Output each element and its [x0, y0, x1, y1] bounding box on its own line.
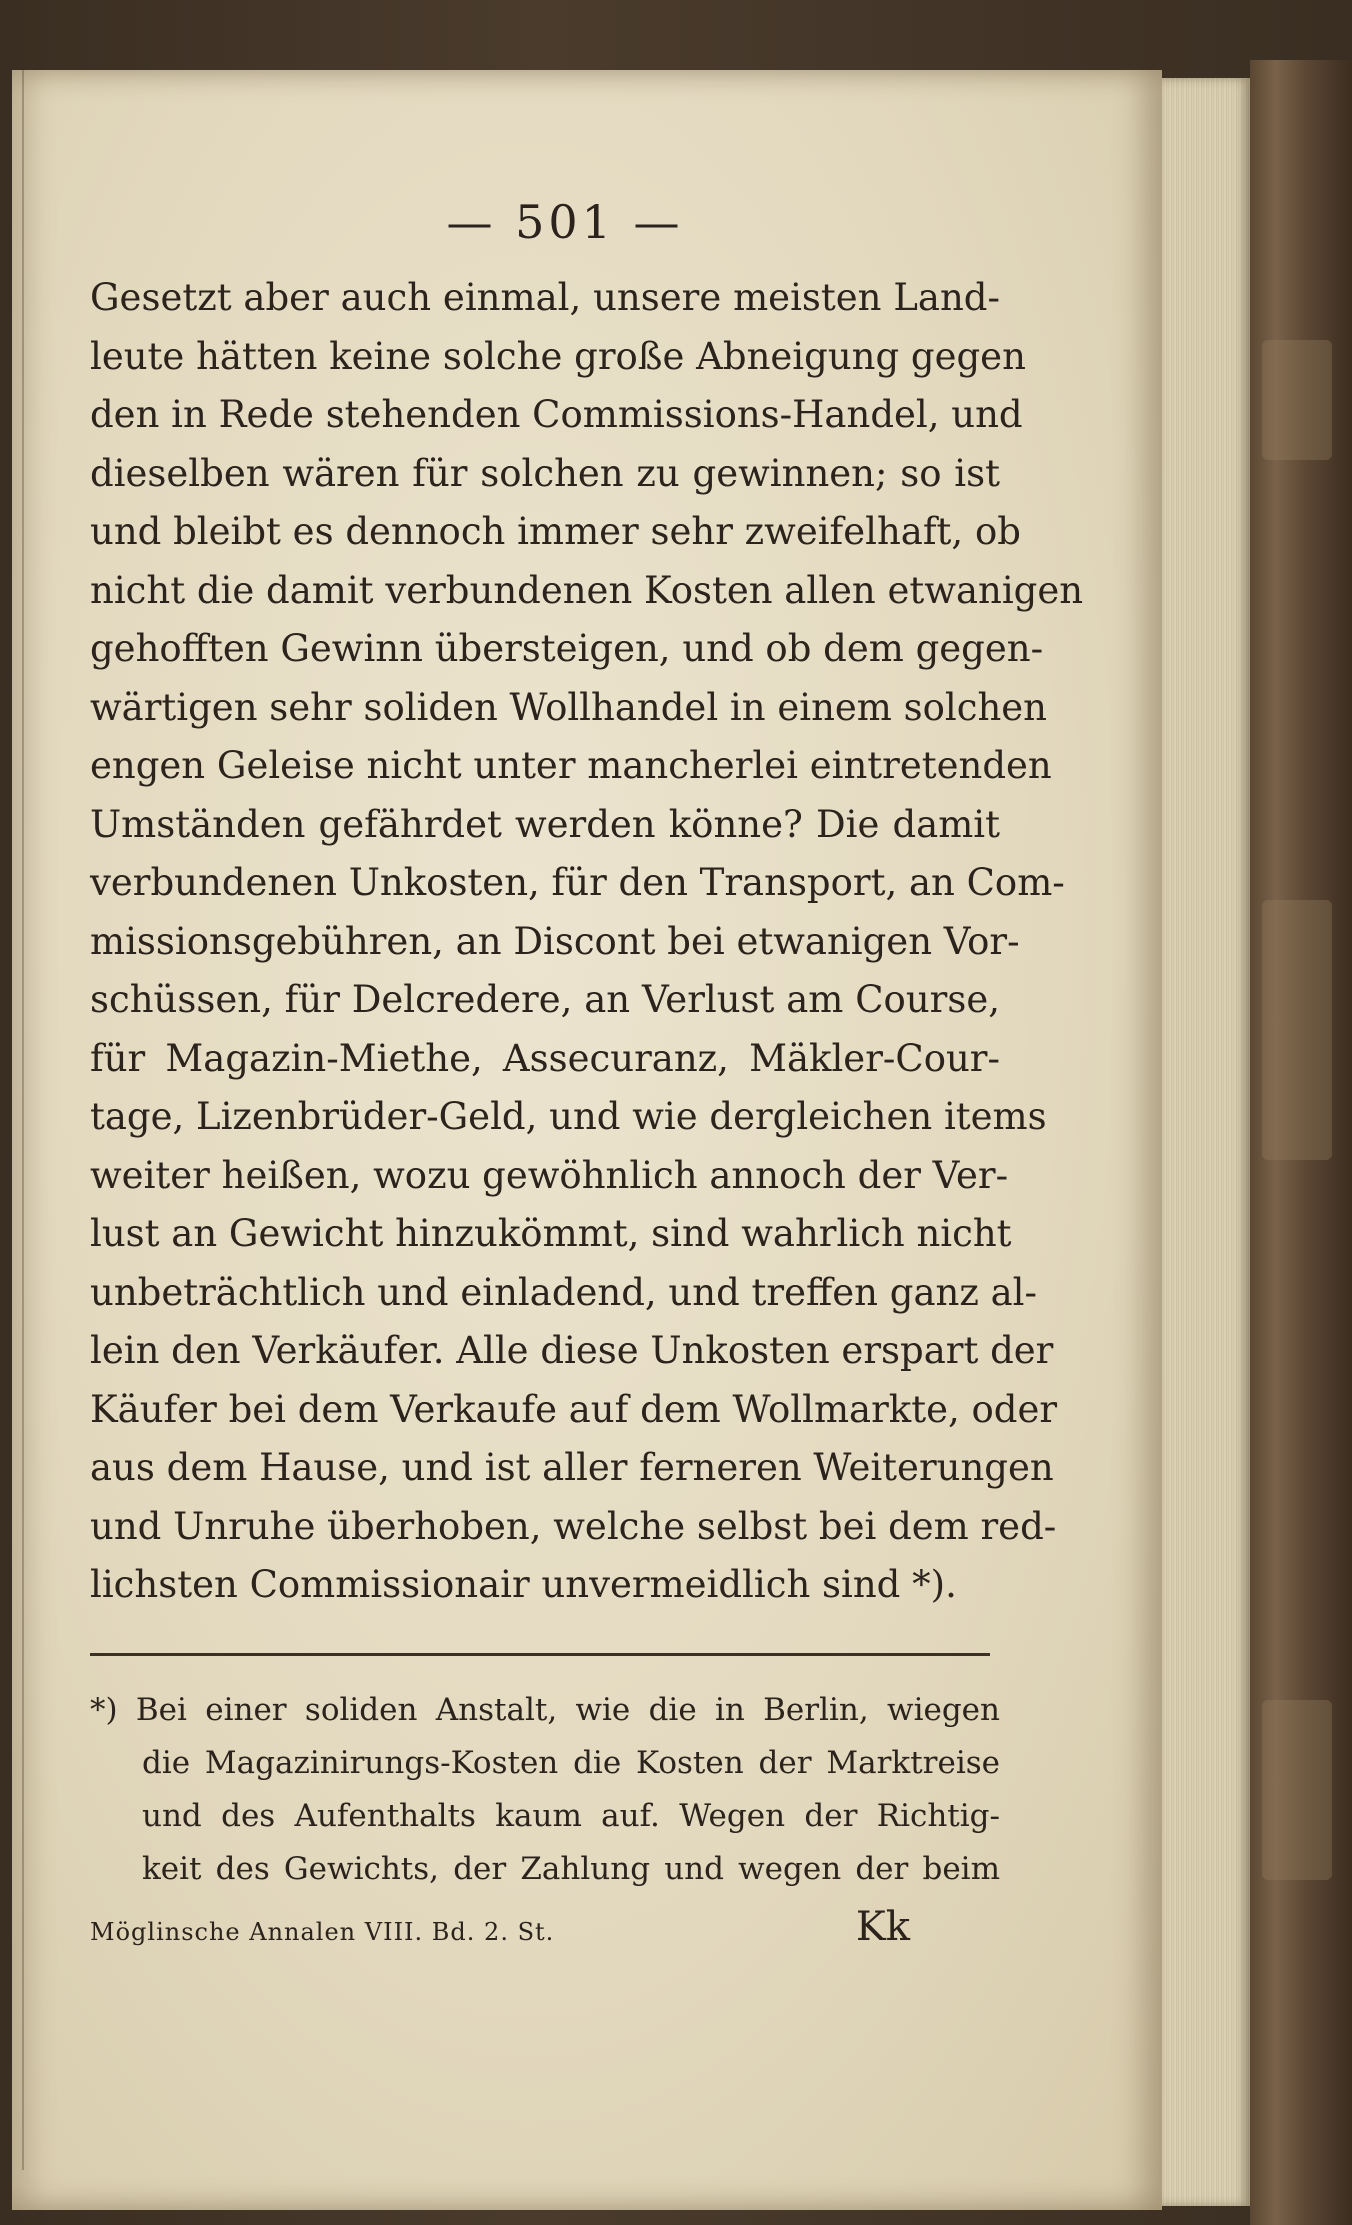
page-number-heading: — 501 —: [446, 195, 684, 249]
text-line: und bleibt es dennoch immer sehr zweifelhaft, ob: [90, 510, 1021, 553]
page-edges: [1162, 78, 1250, 2206]
footnote-line: keit des Gewichts, der Zahlung und wegen der beim: [142, 1850, 1000, 1887]
text-line: dieselben wären für solchen zu gewinnen; so ist: [90, 451, 1000, 495]
text-line: lust an Gewicht hinzukömmt, sind wahrlich nicht: [90, 1212, 1012, 1255]
body-paragraph: [90, 269, 1084, 1615]
text-line: schüssen, für Delcredere, an Verlust am Course,: [90, 978, 1000, 1021]
text-line: aus dem Hause, und ist aller ferneren Weiterungen: [90, 1446, 1054, 1489]
footnote-line: *) Bei einer soliden Anstalt, wie die in Berlin, wiegen: [90, 1691, 1000, 1728]
page-text-block: [90, 195, 1084, 1950]
text-line: leute hätten keine solche große Abneigung gegen: [90, 334, 1026, 378]
text-line: tage, Lizenbrüder-Geld, und wie dergleichen items: [90, 1095, 1047, 1138]
text-line: lein den Verkäufer. Alle diese Unkosten erspart der: [90, 1329, 1054, 1372]
cover-wear-mark: [1262, 1700, 1332, 1880]
cover-wear-mark: [1262, 340, 1332, 460]
text-line: verbundenen Unkosten, für den Transport, an Com-: [90, 861, 1065, 904]
footnote-line: die Magazinirungs-Kosten die Kosten der Marktreise: [142, 1744, 1000, 1781]
gathering-signature: Kk: [855, 1903, 910, 1950]
footnote-rule: [90, 1653, 990, 1656]
text-line: den in Rede stehenden Commissions-Handel, und: [90, 393, 1023, 436]
text-line: wärtigen sehr soliden Wollhandel in einem solchen: [90, 685, 1048, 729]
text-line: weiter heißen, wozu gewöhnlich annoch der Ver-: [90, 1153, 1009, 1197]
text-line: für Magazin-Miethe, Assecuranz, Mäkler-Cour-: [90, 1036, 1000, 1080]
text-line: Gesetzt aber auch einmal, unsere meisten Land-: [90, 276, 1000, 319]
cover-wear-mark: [1262, 900, 1332, 1160]
text-line: Umständen gefährdet werden könne? Die damit: [90, 802, 1000, 846]
text-line: gehofften Gewinn übersteigen, und ob dem gegen-: [90, 627, 1044, 670]
text-line: engen Geleise nicht unter mancherlei eintretenden: [90, 744, 1052, 787]
text-line: missionsgebühren, an Discont bei etwanigen Vor-: [90, 919, 1020, 963]
footnote-line: und des Aufenthalts kaum auf. Wegen der Richtig-: [142, 1797, 1000, 1834]
text-line: lichsten Commissionair unvermeidlich sind *).: [90, 1563, 957, 1606]
text-line: und Unruhe überhoben, welche selbst bei dem red-: [90, 1504, 1057, 1548]
text-line: Käufer bei dem Verkaufe auf dem Wollmarkte, oder: [90, 1387, 1058, 1431]
text-line: unbeträchtlich und einladend, und treffen ganz al-: [90, 1270, 1037, 1314]
footnote: [90, 1684, 1000, 1896]
gutter-line: [22, 70, 24, 2170]
signature-line: [90, 1904, 910, 1950]
series-signature: Möglinsche Annalen VIII. Bd. 2. St.: [90, 1917, 555, 1946]
text-line: nicht die damit verbundenen Kosten allen etwanigen: [90, 568, 1084, 612]
